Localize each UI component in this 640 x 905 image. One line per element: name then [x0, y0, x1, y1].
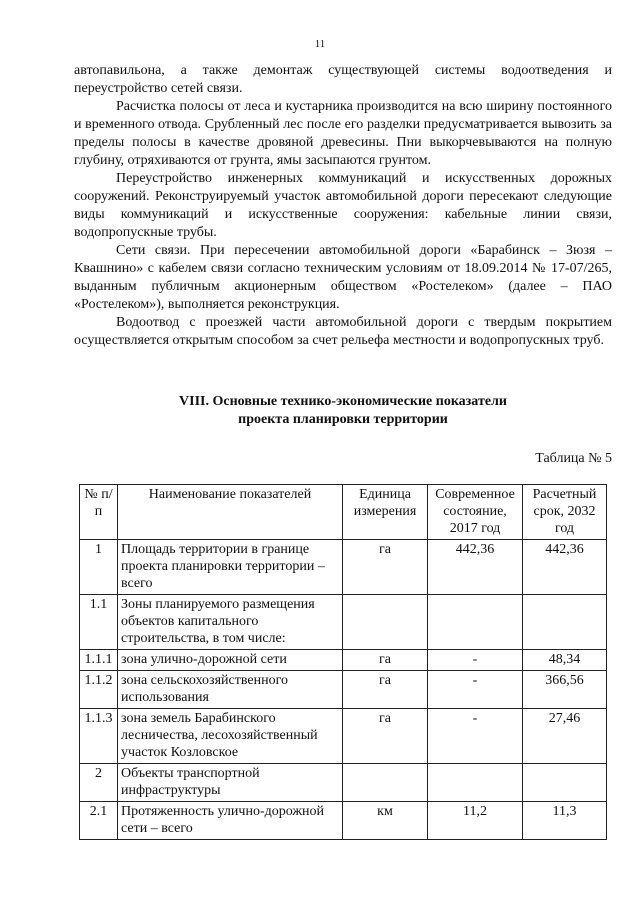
header-name: Наименование показателей — [118, 485, 343, 540]
table-caption: Таблица № 5 — [535, 451, 612, 466]
cell-current — [428, 764, 523, 802]
paragraph: автопавильона, а также демонтаж существующей системы водоотведения и переустройство сетей связи. — [74, 63, 612, 96]
table-row — [80, 650, 607, 671]
cell-name: Протяженность улично-дорожной сети – всего — [118, 802, 343, 840]
body-text — [74, 62, 612, 350]
cell-calc: 48,34 — [523, 650, 607, 671]
cell-unit: га — [343, 650, 428, 671]
cell-unit — [343, 595, 428, 650]
cell-calc: 11,3 — [523, 802, 607, 840]
cell-calc: 442,36 — [523, 540, 607, 595]
table-row — [80, 764, 607, 802]
cell-no: 2 — [80, 764, 118, 802]
cell-calc: 366,56 — [523, 671, 607, 709]
cell-current: - — [428, 709, 523, 764]
cell-no: 1.1 — [80, 595, 118, 650]
cell-unit: га — [343, 709, 428, 764]
cell-current: - — [428, 671, 523, 709]
header-current: Современное состояние, 2017 год — [428, 485, 523, 540]
cell-no: 1.1.1 — [80, 650, 118, 671]
paragraph: Сети связи. При пересечении автомобильной дороги «Барабинск – Зюзя – Квашнино» с кабелем связи согласно техническим условиям от 18.09.2014 № 17-07/265, выданным публичным акционерным обществом «Ростелеком» (далее – ПАО «Ростелеком»), выполняется реконструкция. — [74, 243, 612, 312]
cell-name: Объекты транспортной инфраструктуры — [118, 764, 343, 802]
cell-name: зона земель Барабинского лесничества, лесохозяйственный участок Козловское — [118, 709, 343, 764]
indicators-table — [79, 484, 607, 840]
cell-unit: га — [343, 671, 428, 709]
table-header-row — [80, 485, 607, 540]
cell-name: Зоны планируемого размещения объектов капитального строительства, в том числе: — [118, 595, 343, 650]
header-no: № п/п — [80, 485, 118, 540]
section-heading-line: VIII. Основные технико-экономические показатели — [179, 394, 507, 409]
cell-no: 1.1.3 — [80, 709, 118, 764]
cell-current: 11,2 — [428, 802, 523, 840]
cell-unit: га — [343, 540, 428, 595]
paragraph: Водоотвод с проезжей части автомобильной дороги с твердым покрытием осуществляется открытым способом за счет рельефа местности и водопропускных труб. — [74, 315, 612, 348]
table-row — [80, 709, 607, 764]
cell-calc — [523, 764, 607, 802]
cell-current: - — [428, 650, 523, 671]
cell-name: зона улично-дорожной сети — [118, 650, 343, 671]
section-heading-line: проекта планировки территории — [238, 412, 448, 427]
cell-unit — [343, 764, 428, 802]
table-row — [80, 540, 607, 595]
section-heading — [74, 393, 612, 429]
cell-name: зона сельскохозяйственного использования — [118, 671, 343, 709]
table-row — [80, 671, 607, 709]
table-row — [80, 595, 607, 650]
page-number: 11 — [314, 38, 326, 50]
cell-current — [428, 595, 523, 650]
cell-current: 442,36 — [428, 540, 523, 595]
cell-no: 2.1 — [80, 802, 118, 840]
cell-unit: км — [343, 802, 428, 840]
table-row — [80, 802, 607, 840]
header-unit: Единица измерения — [343, 485, 428, 540]
cell-no: 1 — [80, 540, 118, 595]
cell-name: Площадь территории в границе проекта планировки территории – всего — [118, 540, 343, 595]
paragraph: Расчистка полосы от леса и кустарника производится на всю ширину постоянного и временного отвода. Срубленный лес после его разделки предусматривается вывозить за пределы полосы в качестве дровяной древесины. Пни выкорчевываются на полную глубину, отряхиваются от грунта, ямы засыпаются грунтом. — [74, 99, 612, 168]
header-calc: Расчетный срок, 2032 год — [523, 485, 607, 540]
paragraph: Переустройство инженерных коммуникаций и искусственных дорожных сооружений. Реконструируемый участок автомобильной дороги пересекают следующие виды коммуникаций и искусственные сооружения: кабельные линии связи, водопропускные трубы. — [74, 171, 612, 240]
cell-no: 1.1.2 — [80, 671, 118, 709]
cell-calc: 27,46 — [523, 709, 607, 764]
cell-calc — [523, 595, 607, 650]
